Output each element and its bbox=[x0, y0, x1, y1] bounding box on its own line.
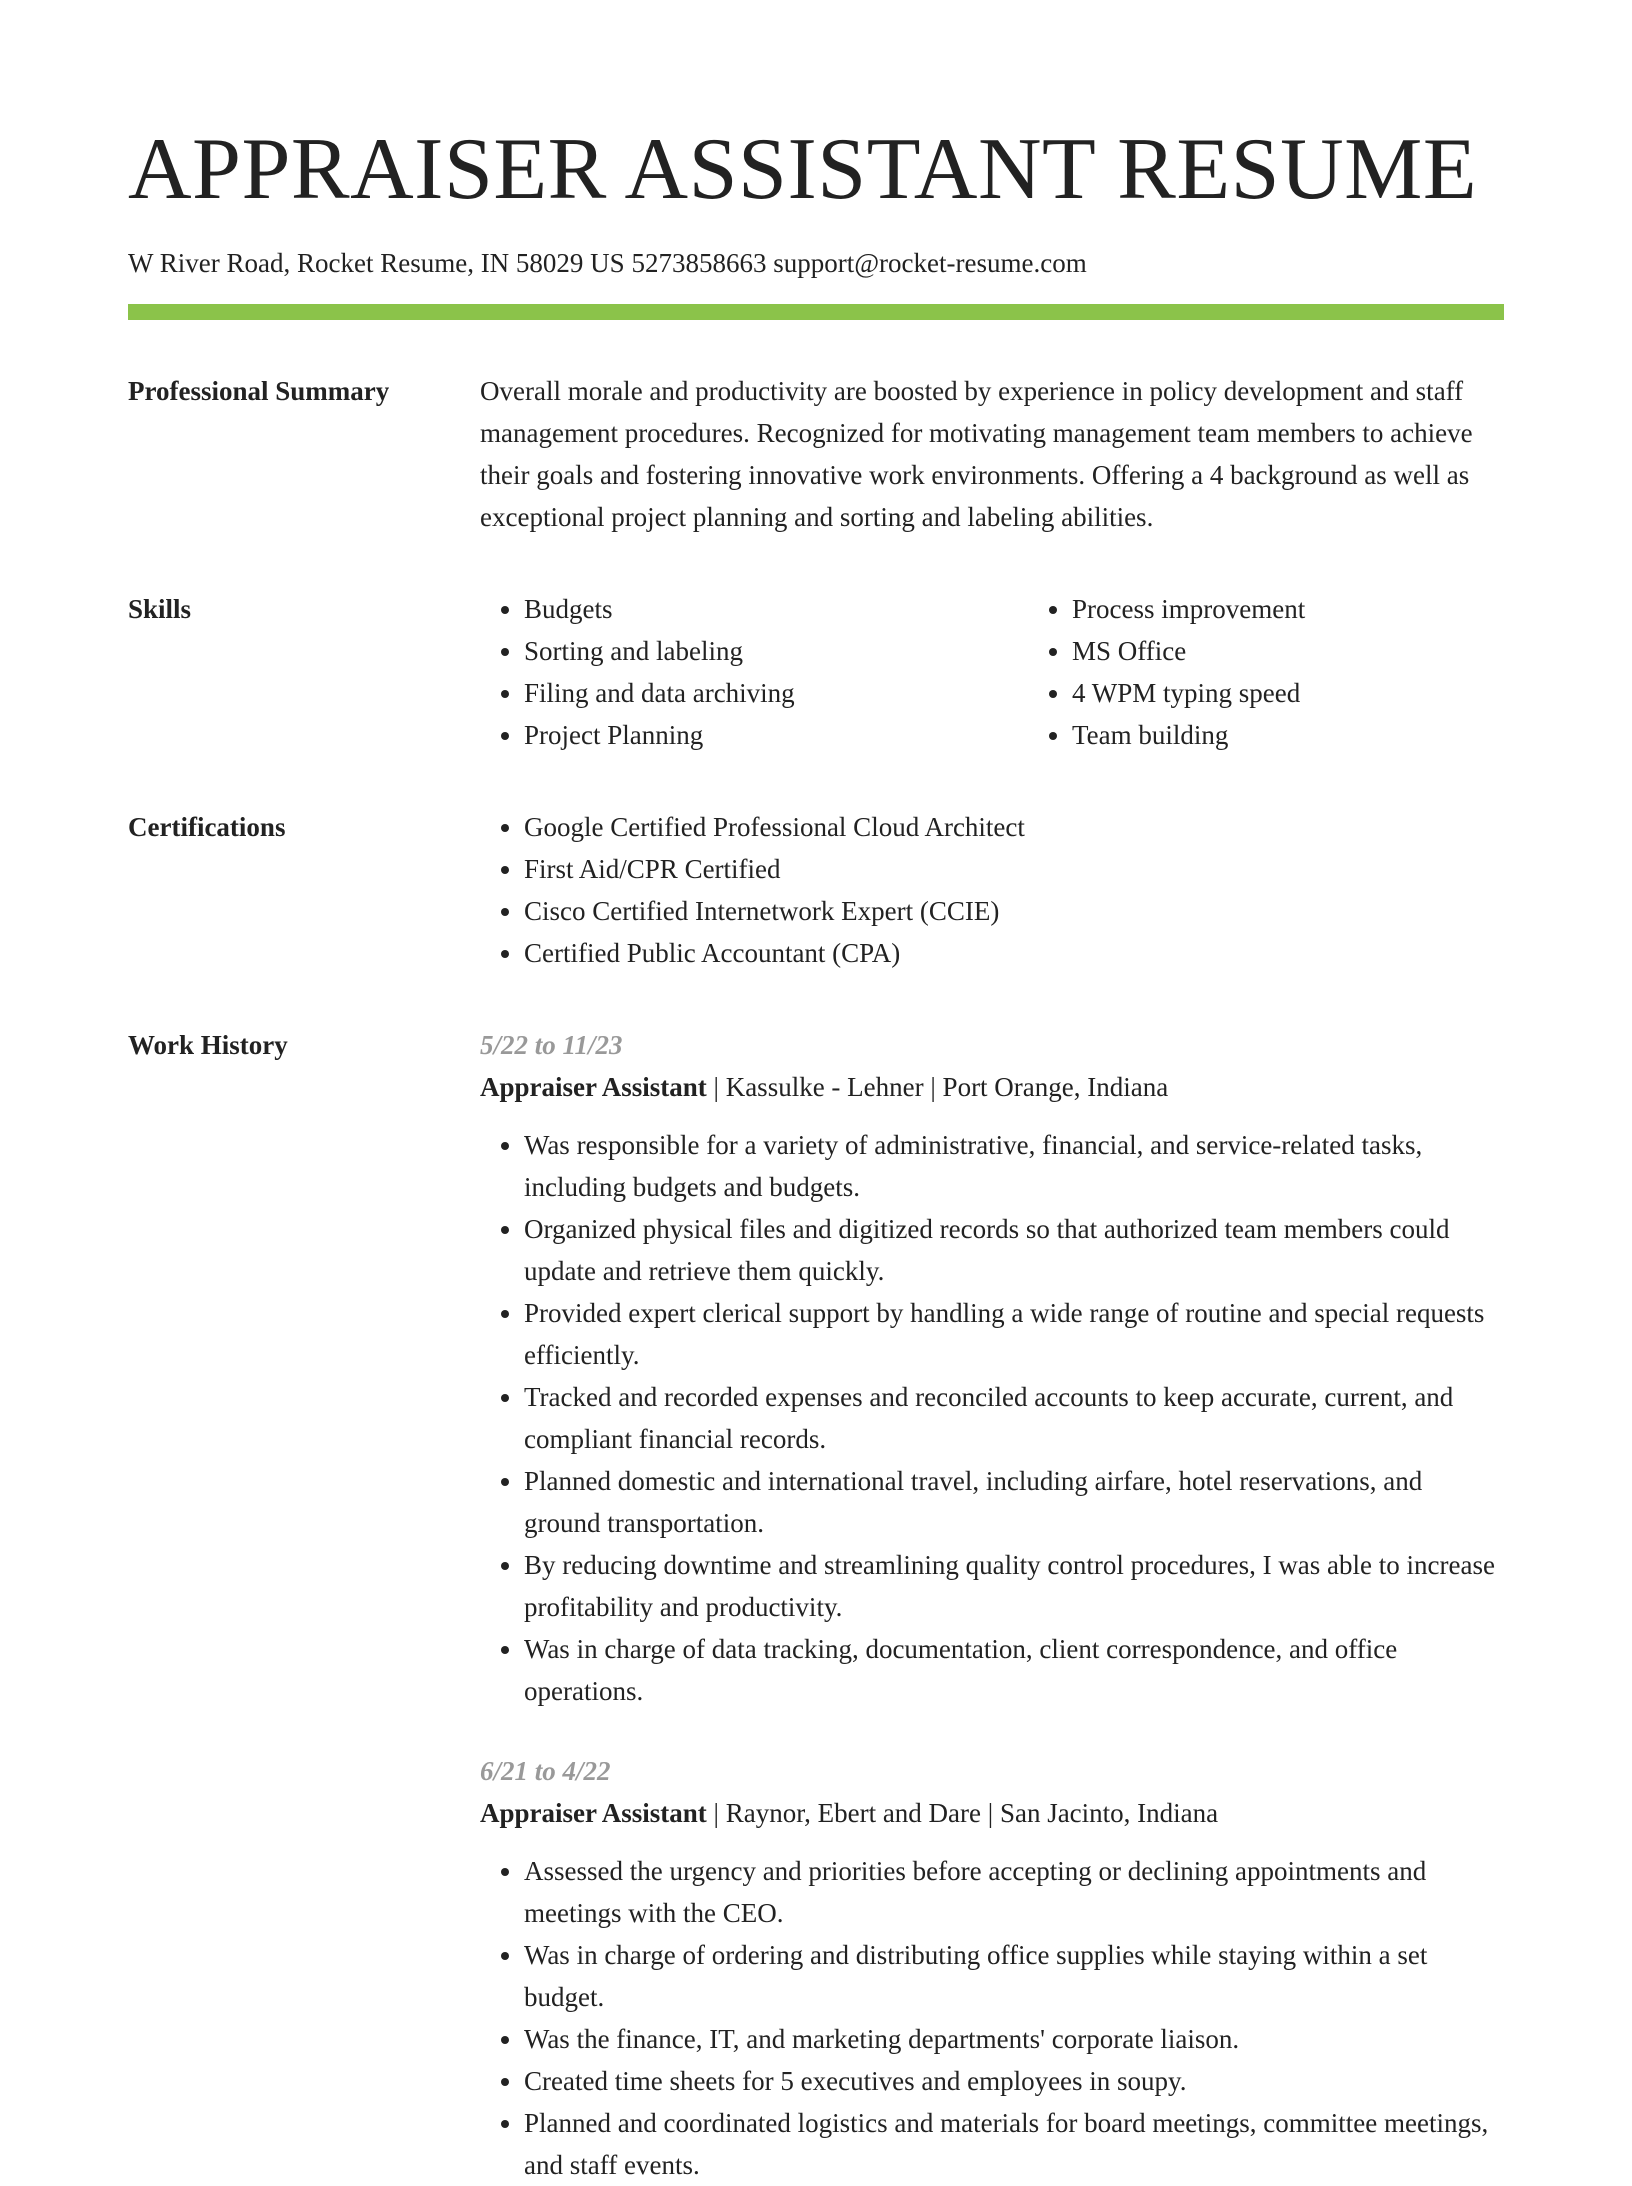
job-bullet: • Created time sheets for 5 executives and employees in soupy. bbox=[524, 2060, 1504, 2102]
resume-page bbox=[128, 0, 1504, 2186]
certification-item: • First Aid/CPR Certified bbox=[524, 848, 1504, 890]
job-bullet: • Assessed the urgency and priorities before accepting or declining appointments and meetings with the CEO. bbox=[524, 1850, 1504, 1934]
skill-item: • Filing and data archiving bbox=[524, 672, 1028, 714]
job-title-line bbox=[480, 1792, 1504, 1834]
job-bullet: • Was in charge of data tracking, documentation, client correspondence, and office operations. bbox=[524, 1628, 1504, 1712]
job-title: Appraiser Assistant bbox=[480, 1072, 707, 1102]
certification-item: • Cisco Certified Internetwork Expert (CCIE) bbox=[524, 890, 1504, 932]
separator: | bbox=[987, 1798, 994, 1828]
contact-line: W River Road, Rocket Resume, IN 58029 US 5273858663 support@rocket-resume.com bbox=[128, 248, 1087, 278]
work-history-section bbox=[128, 1024, 1504, 2186]
job-dates: 5/22 to 11/23 bbox=[480, 1030, 623, 1060]
job-title-line bbox=[480, 1066, 1504, 1108]
job-dates: 6/21 to 4/22 bbox=[480, 1756, 611, 1786]
summary-text: Overall morale and productivity are boosted by experience in policy development and staff management procedures. Recognized for motivating management team members to achieve their goals and fostering innovative work environments. Offering a 4 background as well as exceptional project planning and sorting and labeling abilities. bbox=[480, 376, 1473, 532]
job-bullet: • Organized physical files and digitized records so that authorized team members could update and retrieve them quickly. bbox=[524, 1208, 1504, 1292]
job-bullet: • Was responsible for a variety of administrative, financial, and service-related tasks, including budgets and budgets. bbox=[524, 1124, 1504, 1208]
job-bullet: • Tracked and recorded expenses and reconciled accounts to keep accurate, current, and compliant financial records. bbox=[524, 1376, 1504, 1460]
skills-section bbox=[128, 588, 1504, 756]
header-divider bbox=[128, 304, 1504, 320]
job-bullet: • Provided expert clerical support by handling a wide range of routine and special requests efficiently. bbox=[524, 1292, 1504, 1376]
job-bullet-list bbox=[480, 1124, 1504, 1712]
skill-item: • 4 WPM typing speed bbox=[1072, 672, 1576, 714]
certification-item: • Certified Public Accountant (CPA) bbox=[524, 932, 1504, 974]
job-bullet: • Planned and coordinated logistics and materials for board meetings, committee meetings, and staff events. bbox=[524, 2102, 1504, 2186]
job-bullet: • Planned domestic and international travel, including airfare, hotel reservations, and ground transportation. bbox=[524, 1460, 1504, 1544]
summary-section bbox=[128, 370, 1504, 538]
skills-list-left bbox=[480, 588, 1028, 756]
skill-item: • Project Planning bbox=[524, 714, 1028, 756]
skill-item: • MS Office bbox=[1072, 630, 1576, 672]
job-company: Kassulke - Lehner bbox=[725, 1072, 924, 1102]
skill-item: • Process improvement bbox=[1072, 588, 1576, 630]
skill-item: • Team building bbox=[1072, 714, 1576, 756]
certifications-label: Certifications bbox=[128, 812, 286, 842]
job-bullet: • Was the finance, IT, and marketing departments' corporate liaison. bbox=[524, 2018, 1504, 2060]
job-title: Appraiser Assistant bbox=[480, 1798, 707, 1828]
separator: | bbox=[930, 1072, 936, 1102]
job-entry bbox=[480, 1024, 1504, 1712]
separator: | bbox=[713, 1798, 719, 1828]
certifications-list bbox=[480, 806, 1504, 974]
skill-item: • Budgets bbox=[524, 588, 1028, 630]
resume-title: APPRAISER ASSISTANT RESUME bbox=[128, 121, 1478, 218]
job-location: San Jacinto, Indiana bbox=[999, 1798, 1219, 1828]
job-company: Raynor, Ebert and Dare bbox=[725, 1798, 982, 1828]
separator: | bbox=[713, 1072, 719, 1102]
job-bullet-list bbox=[480, 1850, 1504, 2186]
job-bullet: • By reducing downtime and streamlining quality control procedures, I was able to increase profitability and productivity. bbox=[524, 1544, 1504, 1628]
job-location: Port Orange, Indiana bbox=[942, 1072, 1169, 1102]
skills-label: Skills bbox=[128, 594, 192, 624]
work-history-label: Work History bbox=[128, 1030, 288, 1060]
summary-label: Professional Summary bbox=[128, 376, 390, 406]
skills-list-right bbox=[1028, 588, 1576, 756]
skill-item: • Sorting and labeling bbox=[524, 630, 1028, 672]
job-bullet: • Was in charge of ordering and distributing office supplies while staying within a set budget. bbox=[524, 1934, 1504, 2018]
job-entry bbox=[480, 1750, 1504, 2186]
certification-item: • Google Certified Professional Cloud Architect bbox=[524, 806, 1504, 848]
certifications-section bbox=[128, 806, 1504, 974]
